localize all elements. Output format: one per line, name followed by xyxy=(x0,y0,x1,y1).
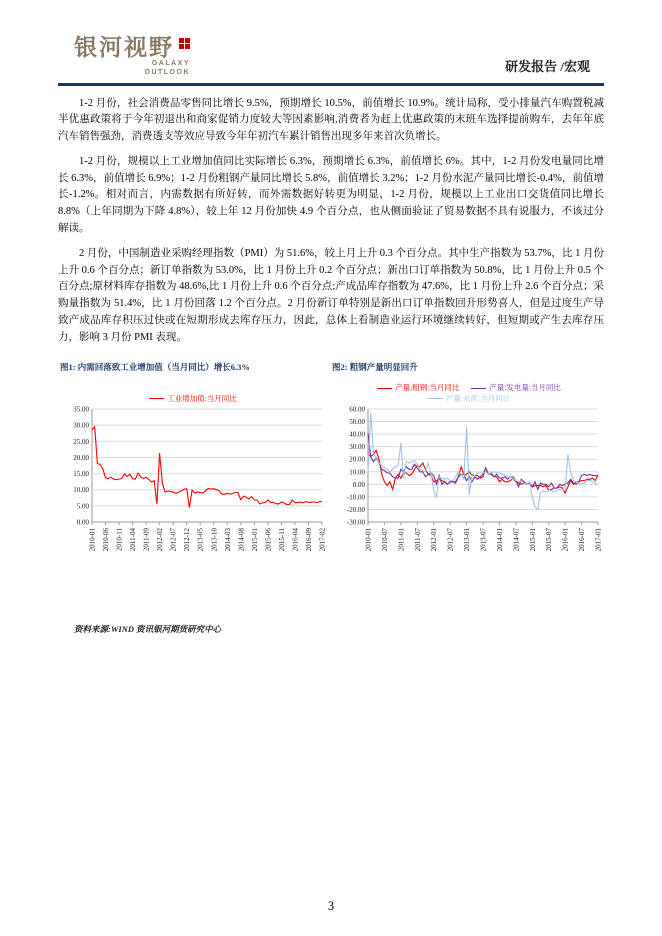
svg-text:30.00: 30.00 xyxy=(349,442,365,451)
svg-text:10.00: 10.00 xyxy=(73,485,89,494)
svg-text:0.00: 0.00 xyxy=(76,518,89,527)
svg-text:2013-05: 2013-05 xyxy=(196,527,205,551)
charts-row xyxy=(58,376,604,581)
logo-row xyxy=(74,36,190,59)
svg-text:25.00: 25.00 xyxy=(73,437,89,446)
svg-text:35.00: 35.00 xyxy=(73,405,89,414)
svg-text:2012-07: 2012-07 xyxy=(446,527,455,551)
svg-text:0.00: 0.00 xyxy=(352,480,365,489)
svg-text:2014-03: 2014-03 xyxy=(223,527,232,551)
legend-label: 产量:粗钢:当月同比 xyxy=(395,383,460,393)
svg-text:2016-07: 2016-07 xyxy=(578,527,587,551)
svg-text:2013-07: 2013-07 xyxy=(479,527,488,551)
logo-red-squares-icon xyxy=(179,38,190,49)
report-type-label: 研发报告 /宏观 xyxy=(505,58,590,74)
galaxy-logo xyxy=(74,36,190,78)
page-header xyxy=(58,36,604,78)
svg-text:2016-01: 2016-01 xyxy=(561,527,570,551)
legend-line-marker xyxy=(428,398,443,399)
svg-text:2011-01: 2011-01 xyxy=(397,527,406,551)
svg-text:2010-07: 2010-07 xyxy=(380,527,389,551)
figure1-title: 图1: 内需回落致工业增加值（当月同比）增长6.3% xyxy=(60,361,250,372)
svg-text:2013-10: 2013-10 xyxy=(210,527,219,551)
svg-text:2010-11: 2010-11 xyxy=(115,527,124,551)
legend-item xyxy=(471,383,561,393)
svg-text:15.00: 15.00 xyxy=(73,469,89,478)
industrial-added-value-chart xyxy=(58,404,328,576)
legend-item xyxy=(149,394,237,404)
svg-text:30.00: 30.00 xyxy=(73,421,89,430)
chart1-canvas xyxy=(58,404,328,581)
chart2-canvas xyxy=(334,404,604,581)
svg-text:40.00: 40.00 xyxy=(349,430,365,439)
svg-text:2013-01: 2013-01 xyxy=(463,527,472,551)
paragraph-industrial-output: 1-2 月份，规模以上工业增加值同比实际增长 6.3%，预期增长 6.3%，前值增长 6%。其中，1-2 月份发电量同比增长 6.3%，前值增长 6.9%；1-2 月份粗钢产量同比增长 5.8%，前值增长 3.2%；1-2 月份水泥产量同比增长-0.4%，前值增长-1.2%。相对而言，内需数据有所好转，而外需数据好转更为明显，1-2 月份，规模以上工业出口交货值同比增长 8.8%（上年同期为下降 4.8%），较上年 12 月份加快 4.9 个百分点，也从侧面验证了贸易数据不具有说服力，不该过分解读。 xyxy=(58,155,604,235)
svg-text:2014-01: 2014-01 xyxy=(495,527,504,551)
svg-text:2015-07: 2015-07 xyxy=(545,527,554,551)
svg-text:2014-07: 2014-07 xyxy=(512,527,521,551)
figure2-title: 图2: 粗钢产量明显回升 xyxy=(332,361,418,372)
paragraph-pmi: 2 月份，中国制造业采购经理指数（PMI）为 51.6%，较上月上升 0.3 个百分点。其中生产指数为 53.7%，比 1 月份上升 0.6 个百分点；新订单指数为 53.0%，比 1 月份上升 0.2 个百分点；新出口订单指数为 50.8%，比 1 月份上升 0.5 个百分点;原材料库存指数为 48.6%,比 1 月份上升 0.6 个百分点;产成品库存指数为 47.6%，比 1 月份上升 2.6 个百分点；采购量指数为 51.4%，比 1 月份回落 1.2 个百分点。2 月份新订单特别是新出口订单指数回升形势喜人，但是过度生产导致产成品库存积压过快或在短期形成去库存压力，因此，总体上看制造业运行环境继续转好，但短期或产生去库存压力，影响 3 月份 PMI 表现。 xyxy=(58,247,604,343)
svg-text:2011-09: 2011-09 xyxy=(142,527,151,551)
svg-text:2011-04: 2011-04 xyxy=(129,527,138,551)
svg-text:2016-04: 2016-04 xyxy=(291,527,300,551)
svg-text:-10.00: -10.00 xyxy=(346,493,365,502)
logo-english-line2: OUTLOOK xyxy=(144,68,190,76)
svg-text:2010-01: 2010-01 xyxy=(88,527,97,551)
output-yoy-chart xyxy=(334,404,604,576)
svg-text:20.00: 20.00 xyxy=(73,453,89,462)
svg-text:2010-06: 2010-06 xyxy=(102,527,111,551)
series-line xyxy=(92,426,322,507)
svg-text:2016-09: 2016-09 xyxy=(304,527,313,551)
svg-text:10.00: 10.00 xyxy=(349,467,365,476)
svg-text:60.00: 60.00 xyxy=(349,405,365,414)
svg-text:2012-12: 2012-12 xyxy=(183,527,192,551)
legend-line-marker xyxy=(471,388,486,389)
svg-text:2015-01: 2015-01 xyxy=(250,527,259,551)
legend-item xyxy=(428,394,510,404)
paragraph-consumption: 1-2 月份，社会消费品零售同比增长 9.5%，预期增长 10.5%，前值增长 10.9%。统计局称，受小排量汽车购置税减半优惠政策将于今年初退出和商家促销力度较大等因素影响,消费者为赶上优惠政策的末班车选择提前购车，去年年底汽车销售强劲，消费透支等效应导致今年年初汽车累计销售出现多年来首次负增长。 xyxy=(58,97,604,143)
svg-text:2015-01: 2015-01 xyxy=(528,527,537,551)
svg-text:2010-01: 2010-01 xyxy=(364,527,373,551)
svg-text:-20.00: -20.00 xyxy=(346,505,365,514)
series-line xyxy=(368,412,598,509)
report-body xyxy=(58,96,604,355)
svg-text:2017-02: 2017-02 xyxy=(318,527,327,551)
chart1-legend xyxy=(58,376,328,404)
legend-line-marker xyxy=(377,388,392,389)
logo-english-name xyxy=(74,60,190,78)
svg-text:2015-06: 2015-06 xyxy=(264,527,273,551)
svg-text:2012-07: 2012-07 xyxy=(169,527,178,551)
svg-text:50.00: 50.00 xyxy=(349,417,365,426)
svg-text:2017-01: 2017-01 xyxy=(594,527,603,551)
svg-text:5.00: 5.00 xyxy=(76,502,89,511)
legend-label: 工业增加值:当月同比 xyxy=(167,393,237,403)
figure-1-chart xyxy=(58,376,328,581)
svg-text:2012-01: 2012-01 xyxy=(430,527,439,551)
figure-titles-row xyxy=(58,361,604,373)
svg-text:20.00: 20.00 xyxy=(349,455,365,464)
figure-2-chart xyxy=(334,376,604,581)
legend-label: 产量:水泥:当月同比 xyxy=(445,393,511,403)
svg-text:-30.00: -30.00 xyxy=(346,518,365,527)
svg-text:2011-07: 2011-07 xyxy=(413,527,422,551)
data-source-note: 资料来源:WIND 资讯银河期货研究中心 xyxy=(74,623,222,634)
svg-text:2012-02: 2012-02 xyxy=(156,527,165,551)
chart2-legend xyxy=(334,376,604,404)
logo-english-line1: GALAXY xyxy=(151,60,190,67)
logo-chinese-name: 银河视野 xyxy=(74,35,174,60)
legend-item xyxy=(377,383,459,393)
svg-text:2015-11: 2015-11 xyxy=(277,527,286,551)
page-number: 3 xyxy=(327,899,335,913)
legend-label: 产量:发电量:当月同比 xyxy=(489,383,561,393)
header-divider xyxy=(58,83,604,86)
svg-text:2014-08: 2014-08 xyxy=(237,527,246,551)
legend-line-marker xyxy=(149,398,164,399)
